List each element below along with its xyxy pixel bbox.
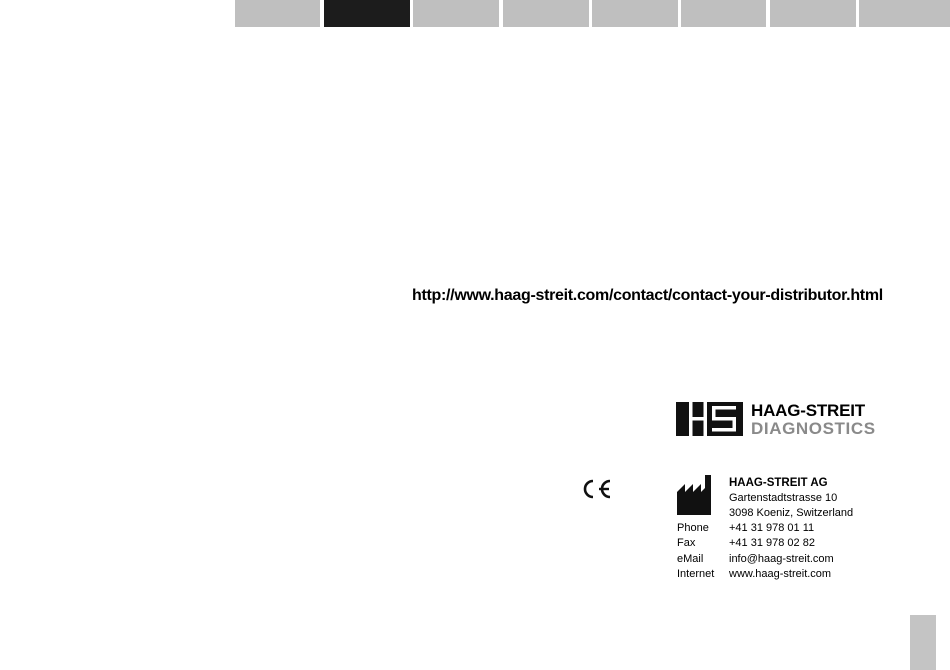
distributor-url[interactable]: http://www.haag-streit.com/contact/contact-your-distributor.html	[412, 287, 883, 304]
ce-mark-icon	[579, 478, 613, 500]
section-tab-6[interactable]	[681, 0, 766, 27]
section-tab-8[interactable]	[859, 0, 950, 27]
fax-value: +41 31 978 02 82	[729, 537, 815, 549]
section-tab-2-active[interactable]	[324, 0, 410, 27]
manufacturer-street: Gartenstadtstrasse 10	[729, 492, 838, 504]
factory-icon	[676, 474, 712, 516]
email-link[interactable]: info@haag-streit.com	[729, 553, 834, 565]
email-label: eMail	[677, 553, 704, 565]
section-tab-5[interactable]	[592, 0, 678, 27]
logo-name: HAAG-STREIT	[751, 401, 865, 420]
page-edge-marker	[910, 615, 936, 670]
website-link[interactable]: www.haag-streit.com	[729, 568, 832, 580]
phone-value: +41 31 978 01 11	[729, 522, 815, 534]
section-tab-3[interactable]	[413, 0, 499, 27]
logo-subtitle: DIAGNOSTICS	[751, 419, 876, 438]
internet-label: Internet	[677, 568, 715, 580]
fax-label: Fax	[677, 537, 696, 549]
section-tab-1[interactable]	[235, 0, 320, 27]
section-tabs	[235, 0, 950, 27]
phone-label: Phone	[677, 522, 709, 534]
section-tab-7[interactable]	[770, 0, 856, 27]
section-tab-4[interactable]	[503, 0, 589, 27]
manufacturer-company: HAAG-STREIT AG	[729, 477, 828, 489]
manufacturer-city: 3098 Koeniz, Switzerland	[729, 507, 854, 519]
